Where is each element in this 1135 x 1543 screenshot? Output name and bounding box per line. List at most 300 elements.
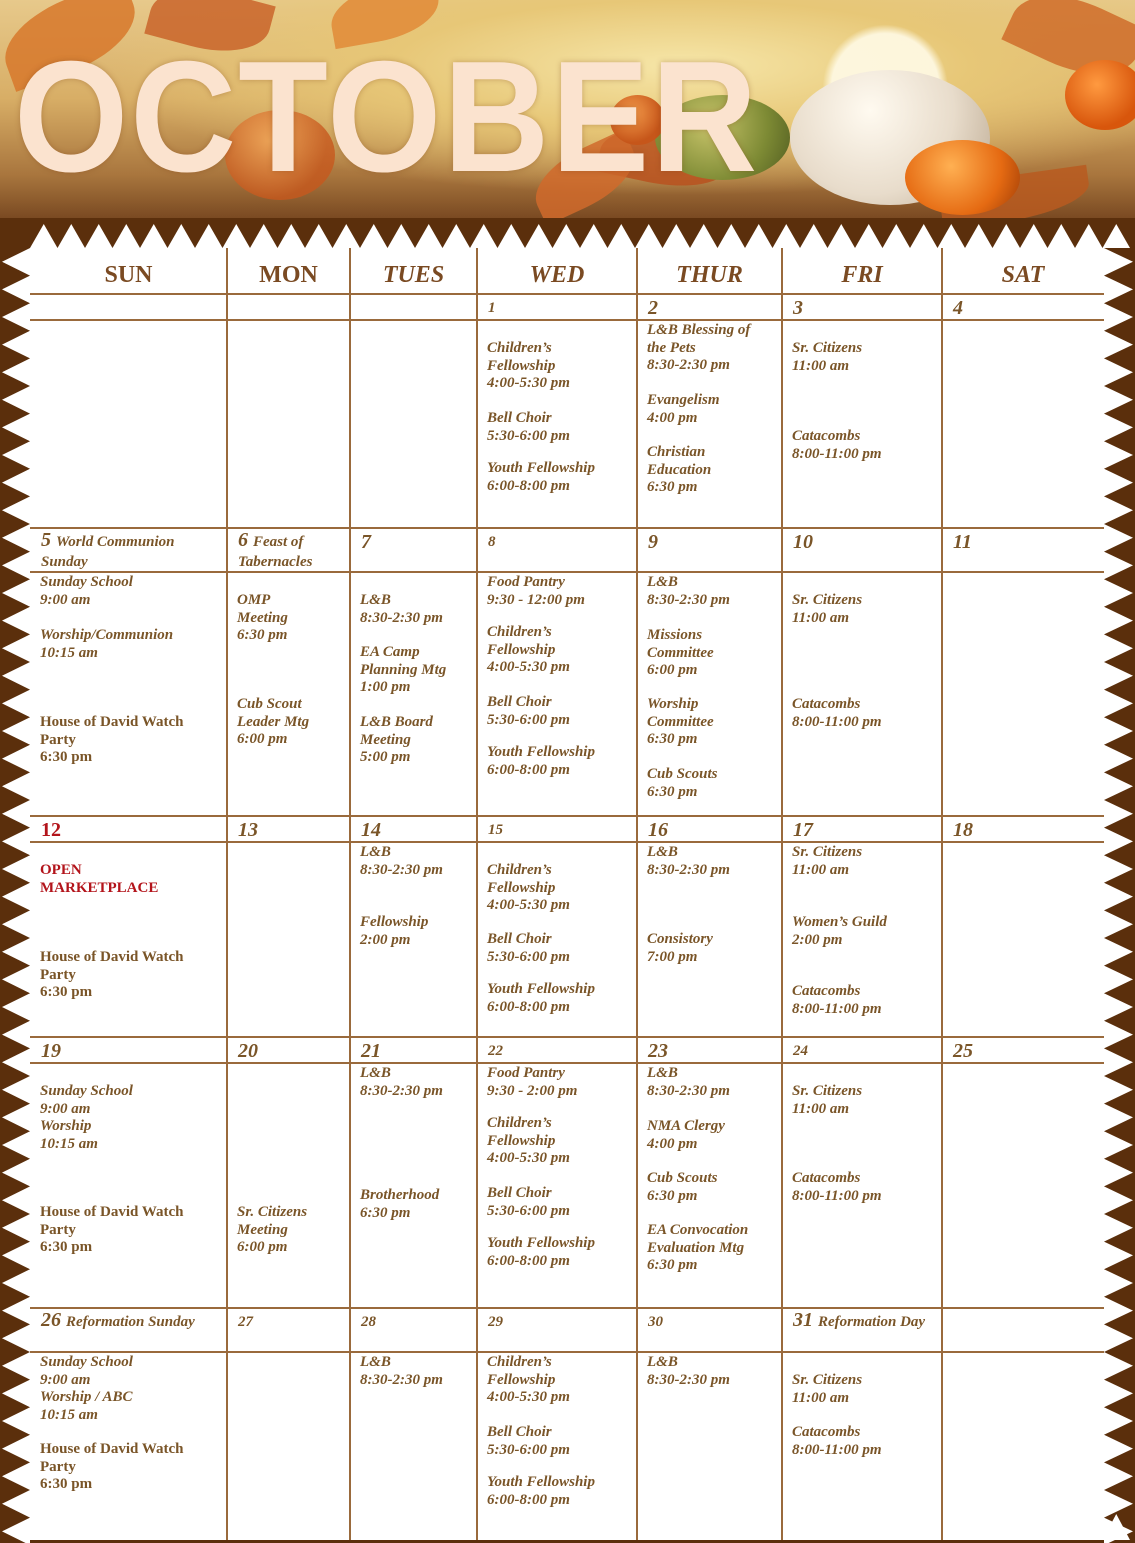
zigzag-tooth (498, 224, 526, 248)
zigzag-tooth (1104, 772, 1133, 800)
date-number-text: 3 (793, 297, 803, 319)
zigzag-tooth (2, 331, 30, 359)
zigzag-tooth (30, 224, 58, 248)
date-number-text: 27 (238, 1314, 253, 1330)
zigzag-tooth (278, 224, 306, 248)
zigzag-tooth (1104, 1297, 1133, 1325)
date-number-text: 24 (793, 1043, 808, 1059)
calendar-event (477, 1065, 637, 1100)
zigzag-tooth (2, 1407, 30, 1435)
date-number-text: 15 (488, 822, 503, 838)
date-number-text: 13 (238, 819, 258, 841)
date-number (361, 819, 468, 841)
zigzag-tooth (1104, 1076, 1133, 1104)
zigzag-tooth (2, 993, 30, 1021)
event-text: Youth Fellowship 6:00-8:00 pm (487, 981, 595, 1015)
zigzag-tooth (1104, 358, 1133, 386)
event-text: L&B Blessing of the Pets 8:30-2:30 pm (647, 322, 751, 373)
zigzag-tooth (1104, 1462, 1133, 1490)
zigzag-tooth (1104, 1380, 1133, 1408)
date-number-text: 29 (488, 1314, 503, 1330)
date-number (361, 1311, 468, 1333)
calendar-grid (30, 248, 1104, 1540)
date-number (238, 1040, 341, 1062)
event-text: House of David Watch Party 6:30 pm (40, 949, 184, 1000)
zigzag-tooth (1104, 1131, 1133, 1159)
zigzag-tooth (828, 224, 856, 248)
zigzag-tooth (1048, 224, 1076, 248)
event-text: Children’s Fellowship 4:00-5:30 pm (487, 340, 570, 391)
calendar-event (477, 624, 637, 677)
event-text: Catacombs 8:00-11:00 pm (792, 1424, 882, 1458)
event-text: Food Pantry 9:30 - 12:00 pm (487, 574, 585, 608)
zigzag-tooth (2, 441, 30, 469)
zigzag-tooth (1104, 828, 1133, 856)
event-text: Food Pantry 9:30 - 2:00 pm (487, 1065, 578, 1099)
zigzag-tooth (1104, 1104, 1133, 1132)
calendar-event (637, 1222, 782, 1275)
zigzag-tooth (2, 1352, 30, 1380)
zigzag-tooth (718, 224, 746, 248)
event-text: Christian Education 6:30 pm (647, 444, 712, 495)
zigzag-tooth (1104, 331, 1133, 359)
date-number (488, 297, 628, 319)
zigzag-tooth (195, 224, 223, 248)
zigzag-tooth (2, 1131, 30, 1159)
event-text: Children’s Fellowship 4:00-5:30 pm (487, 1115, 570, 1166)
event-text: Fellowship 2:00 pm (360, 914, 429, 948)
calendar-event (637, 766, 782, 801)
zigzag-tooth (1075, 224, 1103, 248)
calendar-event (637, 931, 782, 966)
zigzag-tooth (1104, 1021, 1133, 1049)
zigzag-tooth (1104, 1048, 1133, 1076)
zigzag-tooth (1104, 993, 1133, 1021)
zigzag-tooth (2, 248, 30, 276)
calendar-event (30, 1354, 227, 1424)
date-number (793, 1040, 933, 1062)
zigzag-tooth (2, 828, 30, 856)
date-number-text: 2 (648, 297, 658, 319)
zigzag-tooth (1104, 1435, 1133, 1463)
calendar-event (227, 696, 350, 749)
event-text: Bell Choir 5:30-6:00 pm (487, 694, 570, 728)
date-number-text: 26 (41, 1309, 61, 1331)
event-text: Youth Fellowship 6:00-8:00 pm (487, 1235, 595, 1269)
date-number-text: 28 (361, 1314, 376, 1330)
event-text: L&B 8:30-2:30 pm (647, 844, 730, 878)
calendar-event (477, 744, 637, 779)
zigzag-tooth (1104, 607, 1133, 635)
date-number (488, 531, 628, 553)
zigzag-tooth (2, 1435, 30, 1463)
zigzag-tooth (2, 1490, 30, 1518)
event-text: L&B 8:30-2:30 pm (360, 1354, 443, 1388)
event-text: Children’s Fellowship 4:00-5:30 pm (487, 862, 570, 913)
zigzag-tooth (1103, 224, 1131, 248)
day-header-wed: WED (529, 262, 585, 288)
event-text: Sr. Citizens 11:00 am (792, 1083, 863, 1117)
zigzag-tooth (2, 1048, 30, 1076)
event-text: Sunday School 9:00 am Worship 10:15 am (40, 1083, 133, 1152)
day-header-sat: SAT (1001, 262, 1045, 288)
calendar-event (782, 340, 942, 375)
zigzag-tooth (1104, 552, 1133, 580)
calendar-event (30, 1083, 227, 1153)
calendar-event (350, 1065, 477, 1100)
zigzag-tooth (2, 966, 30, 994)
zigzag-tooth (2, 855, 30, 883)
calendar-event (350, 644, 477, 697)
date-number-text: 7 (361, 531, 371, 553)
day-header-fri: FRI (841, 262, 883, 288)
zigzag-tooth (1104, 1490, 1133, 1518)
date-number-text: 11 (953, 531, 972, 553)
date-number (488, 1311, 628, 1333)
zigzag-tooth (2, 524, 30, 552)
row-divider (30, 319, 1104, 321)
date-number-text: 18 (953, 819, 973, 841)
calendar-event (350, 1187, 477, 1222)
zigzag-tooth (2, 634, 30, 662)
date-number-text: 22 (488, 1043, 503, 1059)
day-observance-label: World Communion Sunday (41, 534, 175, 570)
calendar-event (782, 1424, 942, 1459)
zigzag-tooth (2, 662, 30, 690)
event-text: OPEN MARKETPLACE (40, 862, 159, 896)
date-number-text: 25 (953, 1040, 973, 1062)
calendar-event (477, 410, 637, 445)
day-observance-label: Reformation Day (818, 1314, 926, 1330)
calendar-event (477, 981, 637, 1016)
event-text: L&B 8:30-2:30 pm (360, 1065, 443, 1099)
zigzag-tooth (993, 224, 1021, 248)
calendar-event (782, 1083, 942, 1118)
zigzag-tooth (2, 303, 30, 331)
zigzag-tooth (2, 414, 30, 442)
zigzag-tooth (690, 224, 718, 248)
date-number (238, 531, 341, 571)
zigzag-tooth (1104, 414, 1133, 442)
event-text: L&B 8:30-2:30 pm (360, 844, 443, 878)
calendar-event (477, 1474, 637, 1509)
date-number-text: 1 (488, 300, 496, 316)
date-number (238, 1311, 341, 1333)
header-banner (0, 0, 1135, 218)
zigzag-tooth (800, 224, 828, 248)
date-number (648, 297, 773, 319)
date-number-text: 5 (41, 529, 51, 551)
date-number-text: 19 (41, 1040, 61, 1062)
event-text: Sr. Citizens Meeting 6:00 pm (237, 1204, 308, 1255)
zigzag-tooth (2, 1380, 30, 1408)
zigzag-tooth (635, 224, 663, 248)
date-number-text: 12 (41, 819, 61, 841)
date-number-text: 21 (361, 1040, 381, 1062)
event-text: Sr. Citizens 11:00 am (792, 1372, 863, 1406)
event-text: Bell Choir 5:30-6:00 pm (487, 1424, 570, 1458)
event-text: Women’s Guild 2:00 pm (792, 914, 887, 948)
event-text: Sr. Citizens 11:00 am (792, 844, 863, 878)
zigzag-tooth (1104, 690, 1133, 718)
row-divider (30, 571, 1104, 573)
date-number (41, 1311, 218, 1331)
date-number (41, 531, 218, 571)
event-text: Evangelism 4:00 pm (647, 392, 720, 426)
calendar-event (477, 694, 637, 729)
date-number (41, 1040, 218, 1062)
zigzag-tooth (1104, 1186, 1133, 1214)
zigzag-tooth (2, 1518, 30, 1543)
event-text: EA Camp Planning Mtg 1:00 pm (360, 644, 447, 695)
zigzag-tooth (333, 224, 361, 248)
event-text: L&B 8:30-2:30 pm (647, 1065, 730, 1099)
date-number (488, 1040, 628, 1062)
calendar-event (637, 844, 782, 879)
event-text: L&B 8:30-2:30 pm (647, 1354, 730, 1388)
row-divider (30, 1062, 1104, 1064)
zigzag-tooth (2, 717, 30, 745)
calendar-event (30, 627, 227, 662)
date-number-text: 10 (793, 531, 813, 553)
zigzag-tooth (388, 224, 416, 248)
event-text: Catacombs 8:00-11:00 pm (792, 696, 882, 730)
calendar-event (782, 428, 942, 463)
row-divider (30, 1307, 1104, 1309)
zigzag-tooth (1104, 303, 1133, 331)
zigzag-tooth (965, 224, 993, 248)
zigzag-tooth (2, 1324, 30, 1352)
calendar-event (637, 1170, 782, 1205)
calendar-event (637, 322, 782, 375)
calendar-event (782, 914, 942, 949)
zigzag-tooth (2, 910, 30, 938)
calendar-event (477, 1185, 637, 1220)
event-text: L&B 8:30-2:30 pm (360, 592, 443, 626)
date-number (361, 531, 468, 553)
event-text: NMA Clergy 4:00 pm (647, 1118, 725, 1152)
calendar-event (637, 444, 782, 497)
orange-pumpkin (905, 140, 1020, 215)
zigzag-tooth (2, 690, 30, 718)
zigzag-tooth (525, 224, 553, 248)
date-number (953, 531, 1095, 553)
calendar-event (477, 460, 637, 495)
day-header-tues: TUES (382, 262, 445, 288)
event-text: Cub Scouts 6:30 pm (647, 766, 718, 800)
zigzag-tooth (2, 1104, 30, 1132)
calendar-event (350, 844, 477, 879)
month-title: OCTOBER (14, 29, 760, 205)
zigzag-tooth (1104, 1407, 1133, 1435)
date-number-text: 23 (648, 1040, 668, 1062)
calendar-event (637, 1065, 782, 1100)
row-divider (30, 527, 1104, 529)
event-text: Brotherhood 6:30 pm (360, 1187, 440, 1221)
zigzag-tooth (2, 1076, 30, 1104)
zigzag-tooth (1104, 855, 1133, 883)
event-text: Youth Fellowship 6:00-8:00 pm (487, 460, 595, 494)
calendar-event (477, 862, 637, 915)
zigzag-tooth (1104, 496, 1133, 524)
zigzag-tooth (1104, 469, 1133, 497)
event-text: Missions Committee 6:00 pm (647, 627, 714, 678)
calendar-event (637, 574, 782, 609)
calendar-event (637, 696, 782, 749)
date-number (793, 531, 933, 553)
date-number-text: 6 (238, 529, 248, 551)
zigzag-tooth (1104, 276, 1133, 304)
calendar-event (350, 914, 477, 949)
zigzag-tooth (1104, 745, 1133, 773)
zigzag-tooth (360, 224, 388, 248)
day-header-sun: SUN (104, 262, 153, 288)
zigzag-tooth (470, 224, 498, 248)
column-divider (349, 248, 351, 1540)
row-divider (30, 815, 1104, 817)
zigzag-tooth (1104, 966, 1133, 994)
row-divider (30, 1036, 1104, 1038)
event-text: Catacombs 8:00-11:00 pm (792, 428, 882, 462)
date-number-text: 4 (953, 297, 963, 319)
zigzag-tooth (2, 1242, 30, 1270)
zigzag-tooth (2, 800, 30, 828)
event-text: Youth Fellowship 6:00-8:00 pm (487, 744, 595, 778)
zigzag-tooth (443, 224, 471, 248)
day-observance-label: Feast of Tabernacles (238, 534, 313, 570)
event-text: House of David Watch Party 6:30 pm (40, 1441, 184, 1492)
calendar-event (30, 862, 227, 897)
zigzag-tooth (2, 579, 30, 607)
zigzag-tooth (553, 224, 581, 248)
event-text: L&B 8:30-2:30 pm (647, 574, 730, 608)
date-number-text: 20 (238, 1040, 258, 1062)
zigzag-tooth (113, 224, 141, 248)
date-number (238, 819, 341, 841)
calendar-event (477, 931, 637, 966)
calendar-event (782, 1170, 942, 1205)
event-text: OMP Meeting 6:30 pm (237, 592, 288, 643)
calendar-event (227, 592, 350, 645)
calendar-event (782, 1372, 942, 1407)
zigzag-tooth (1104, 1242, 1133, 1270)
event-text: Children’s Fellowship 4:00-5:30 pm (487, 1354, 570, 1405)
calendar-event (30, 949, 227, 1002)
date-number-text: 17 (793, 819, 813, 841)
event-text: House of David Watch Party 6:30 pm (40, 1204, 184, 1255)
event-text: Sr. Citizens 11:00 am (792, 340, 863, 374)
date-number (953, 297, 1095, 319)
day-observance-label: Reformation Sunday (66, 1314, 195, 1330)
zigzag-tooth (1104, 800, 1133, 828)
row-divider (30, 1351, 1104, 1353)
calendar-event (637, 392, 782, 427)
calendar-event (350, 714, 477, 767)
calendar-event (637, 627, 782, 680)
zigzag-tooth (415, 224, 443, 248)
date-number-text: 31 (793, 1309, 813, 1331)
event-text: Catacombs 8:00-11:00 pm (792, 1170, 882, 1204)
event-text: Sunday School 9:00 am (40, 574, 133, 608)
date-number (648, 531, 773, 553)
zigzag-tooth (1104, 1352, 1133, 1380)
zigzag-tooth (85, 224, 113, 248)
zigzag-tooth (2, 938, 30, 966)
zigzag-tooth (1020, 224, 1048, 248)
zigzag-tooth (773, 224, 801, 248)
date-number (793, 819, 933, 841)
zigzag-tooth (2, 1462, 30, 1490)
zigzag-tooth (2, 386, 30, 414)
zigzag-tooth (2, 1214, 30, 1242)
zigzag-tooth (608, 224, 636, 248)
orange-pumpkin (1065, 60, 1135, 130)
zigzag-tooth (855, 224, 883, 248)
calendar-event (637, 1354, 782, 1389)
calendar-event (477, 340, 637, 393)
calendar-event (350, 1354, 477, 1389)
row-divider (30, 841, 1104, 843)
day-header-mon: MON (259, 262, 318, 288)
zigzag-tooth (2, 552, 30, 580)
zigzag-tooth (883, 224, 911, 248)
event-text: Catacombs 8:00-11:00 pm (792, 983, 882, 1017)
calendar-event (30, 1204, 227, 1257)
zigzag-tooth (1104, 662, 1133, 690)
event-text: Sr. Citizens 11:00 am (792, 592, 863, 626)
date-number (361, 1040, 468, 1062)
calendar-event (477, 1354, 637, 1407)
calendar-event (477, 1424, 637, 1459)
calendar-event (30, 714, 227, 767)
zigzag-tooth (2, 607, 30, 635)
event-text: Consistory 7:00 pm (647, 931, 713, 965)
event-text: House of David Watch Party 6:30 pm (40, 714, 184, 765)
zigzag-tooth (663, 224, 691, 248)
zigzag-tooth (1104, 579, 1133, 607)
zigzag-tooth (1104, 386, 1133, 414)
zigzag-tooth (2, 883, 30, 911)
calendar-event (782, 844, 942, 879)
calendar-event (227, 1204, 350, 1257)
event-text: Cub Scout Leader Mtg 6:00 pm (237, 696, 310, 747)
calendar-event (637, 1118, 782, 1153)
zigzag-tooth (1104, 1269, 1133, 1297)
zigzag-tooth (1104, 910, 1133, 938)
date-number (953, 819, 1095, 841)
event-text: Sunday School 9:00 am Worship / ABC 10:15 am (40, 1354, 133, 1423)
zigzag-tooth (2, 1269, 30, 1297)
zigzag-tooth (2, 358, 30, 386)
calendar-event (30, 574, 227, 609)
calendar-event (477, 1235, 637, 1270)
zigzag-tooth (2, 1297, 30, 1325)
zigzag-tooth (2, 772, 30, 800)
date-number (648, 1311, 773, 1333)
event-text: L&B Board Meeting 5:00 pm (360, 714, 433, 765)
zigzag-tooth (1104, 717, 1133, 745)
zigzag-tooth (140, 224, 168, 248)
date-number-text: 16 (648, 819, 668, 841)
zigzag-tooth (910, 224, 938, 248)
event-text: Bell Choir 5:30-6:00 pm (487, 931, 570, 965)
calendar-event (350, 592, 477, 627)
zigzag-tooth (250, 224, 278, 248)
calendar-event (477, 1115, 637, 1168)
date-number-text: 8 (488, 534, 496, 550)
zigzag-tooth (1104, 634, 1133, 662)
zigzag-tooth (938, 224, 966, 248)
